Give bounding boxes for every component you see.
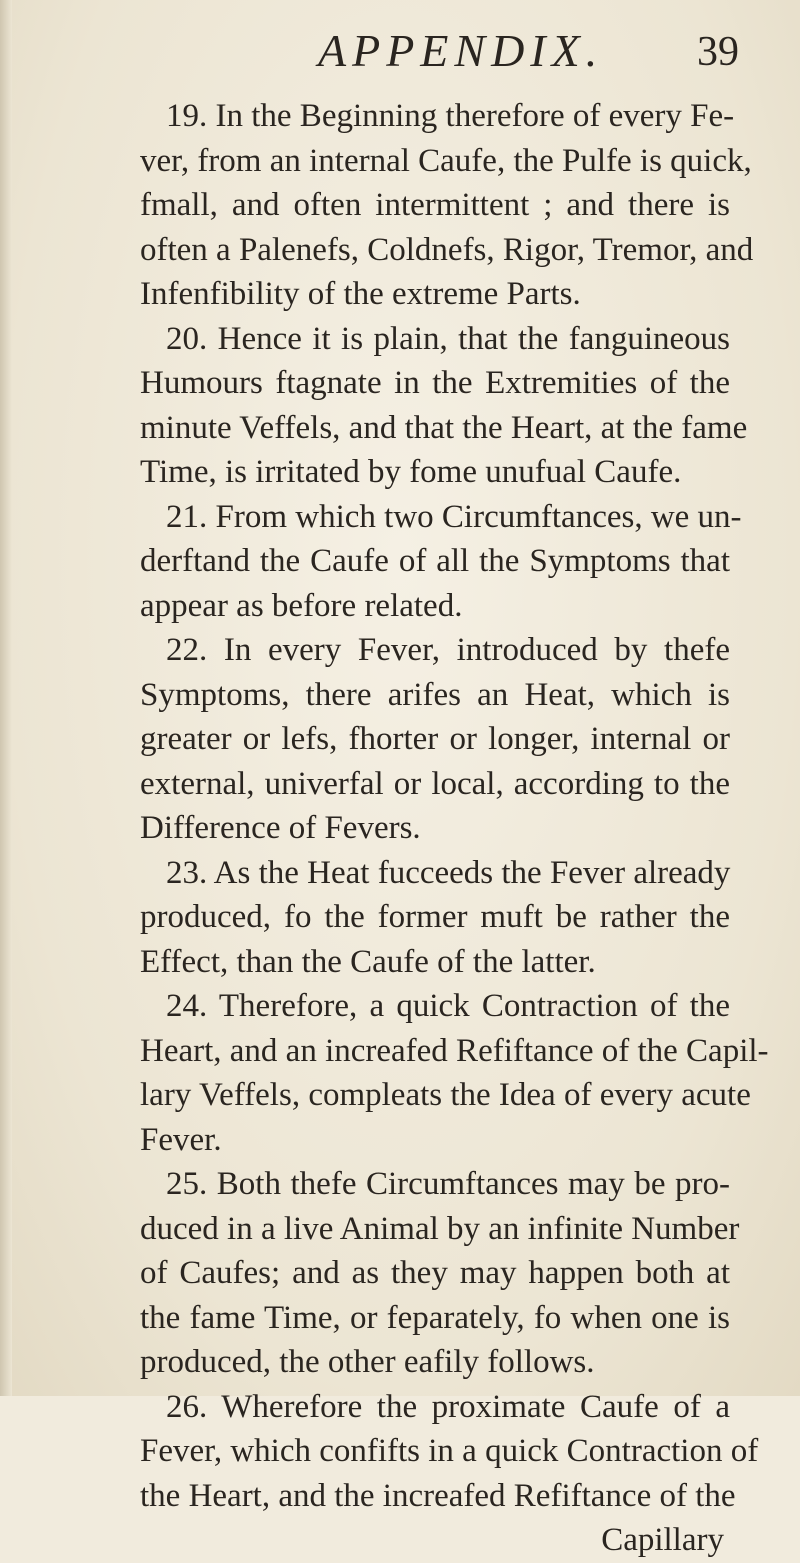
text-line: derftand the Caufe of all the Symptoms that xyxy=(140,543,730,579)
text-line: often a Palenefs, Coldnefs, Rigor, Tremor, and xyxy=(140,231,754,268)
text-line: lary Veffels, compleats the Idea of every acute xyxy=(140,1077,751,1113)
text-line: Time, is irritated by fome unufual Caufe. xyxy=(140,454,682,490)
text-line: the Heart, and the increafed Refiftance of the xyxy=(140,1477,736,1514)
text-line: 23. As the Heat fucceeds the Fever already xyxy=(166,854,731,891)
running-head xyxy=(0,10,800,90)
text-line: the fame Time, or feparately, fo when one is xyxy=(140,1299,730,1336)
text-line: Heart, and an increafed Refiftance of the Capil- xyxy=(140,1032,769,1069)
text-line: Fever. xyxy=(140,1121,222,1158)
catchword: Capillary xyxy=(601,1522,724,1558)
text-line: appear as before related. xyxy=(140,587,463,624)
text-line: Humours ftagnate in the Extremities of the xyxy=(140,365,730,401)
text-line: fmall, and often intermittent ; and there is xyxy=(140,187,730,223)
text-line: 19. In the Beginning therefore of every Fe- xyxy=(166,98,735,134)
text-line: Effect, than the Caufe of the latter. xyxy=(140,943,596,980)
text-line: 25. Both thefe Circumftances may be pro- xyxy=(166,1166,730,1202)
text-line: of Caufes; and as they may happen both at xyxy=(140,1255,730,1291)
running-head-title: APPENDIX. xyxy=(318,25,604,76)
text-line: minute Veffels, and that the Heart, at the fame xyxy=(140,409,748,446)
text-line: 22. In every Fever, introduced by thefe xyxy=(166,632,730,668)
text-line: 26. Wherefore the proximate Caufe of a xyxy=(166,1388,730,1425)
text-line: external, univerfal or local, according to the xyxy=(140,765,730,802)
text-line: Fever, which confifts in a quick Contraction of xyxy=(140,1433,759,1469)
text-line: 20. Hence it is plain, that the fanguineous xyxy=(166,320,730,357)
text-line: duced in a live Animal by an infinite Number xyxy=(140,1210,740,1247)
body-text xyxy=(140,94,769,1563)
page-gutter-shadow xyxy=(0,0,12,1396)
page-number: 39 xyxy=(697,29,739,75)
text-line: ver, from an internal Caufe, the Pulfe is quick, xyxy=(140,142,752,179)
text-line: Difference of Fevers. xyxy=(140,810,421,846)
text-line: 24. Therefore, a quick Contraction of the xyxy=(166,988,730,1024)
text-line: greater or lefs, fhorter or longer, internal or xyxy=(140,721,730,757)
text-line: 21. From which two Circumftances, we un- xyxy=(166,498,742,535)
text-line: produced, fo the former muft be rather the xyxy=(140,899,730,935)
text-line: Infenfibility of the extreme Parts. xyxy=(140,276,581,312)
text-line: Symptoms, there arifes an Heat, which is xyxy=(140,676,730,713)
text-line: produced, the other eafily follows. xyxy=(140,1344,595,1380)
